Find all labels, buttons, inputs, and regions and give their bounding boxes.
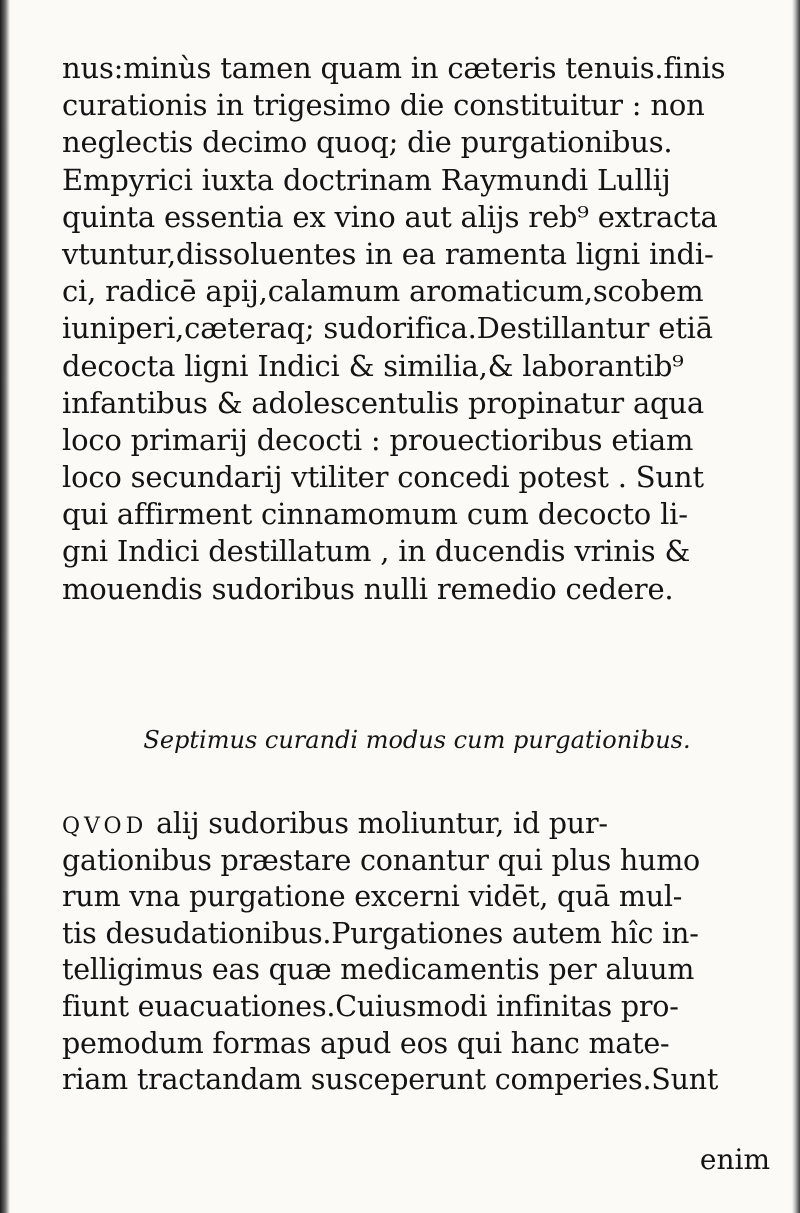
page-edge-shadow-left: [0, 0, 10, 1213]
page-edge-shadow-right: [792, 0, 800, 1213]
body-paragraph-2: [62, 806, 772, 1099]
text-line: ci, radicē apij,calamum aromaticum,scobem: [62, 274, 704, 309]
text-line: mouendis sudoribus nulli remedio cedere.: [62, 571, 674, 606]
text-line: tis desudationibus.Purgationes autem hîc in-: [62, 916, 699, 950]
text-line: decocta ligni Indici & similia,& laborantib⁹: [62, 348, 684, 383]
text-line-first: [62, 806, 772, 843]
text-line: pemodum formas apud eos qui hanc mate-: [62, 1026, 670, 1060]
text-line: gationibus præstare conantur qui plus humo: [62, 843, 700, 877]
text-line: iuniperi,cæteraq; sudorifica.Destillantur etiā: [62, 311, 713, 346]
text-line: nus:minùs tamen quam in cæteris tenuis.finis: [62, 51, 726, 85]
text-line: quinta essentia ex vino aut alijs reb⁹ extracta: [62, 199, 718, 234]
section-heading: Septimus curandi modus cum purgationibus.: [143, 726, 691, 754]
text-line: qui affirment cinnamomum cum decocto li-: [62, 497, 688, 532]
text-line: fiunt euacuationes.Cuiusmodi infinitas pro-: [62, 989, 679, 1023]
text-line: gni Indici destillatum , in ducendis vrinis &: [62, 534, 691, 569]
text-line: curationis in trigesimo die constituitur : non: [62, 88, 705, 123]
body-paragraph-1: [62, 50, 772, 608]
text-line: telligimus eas quæ medicamentis per aluum: [62, 953, 695, 987]
text-line: Empyrici iuxta doctrinam Raymundi Lullij: [62, 162, 671, 197]
text-line: riam tractandam susceperunt comperies.Sunt: [62, 1063, 719, 1097]
catchword: enim: [699, 1143, 770, 1176]
text-line: vtuntur,dissoluentes in ea ramenta ligni indi-: [62, 236, 714, 271]
text-line: neglectis decimo quoq; die purgationibus.: [62, 125, 673, 160]
first-line-rest: alij sudoribus moliuntur, id pur-: [147, 807, 608, 840]
text-line: loco secundarij vtiliter concedi potest . Sunt: [62, 460, 704, 495]
text-line: infantibus & adolescentulis propinatur aqua: [62, 385, 704, 420]
text-line: rum vna purgatione excerni vidēt, quā mul-: [62, 880, 683, 914]
text-line: loco primarij decocti : prouectioribus etiam: [62, 422, 694, 457]
initial-word: QVOD: [62, 814, 148, 839]
